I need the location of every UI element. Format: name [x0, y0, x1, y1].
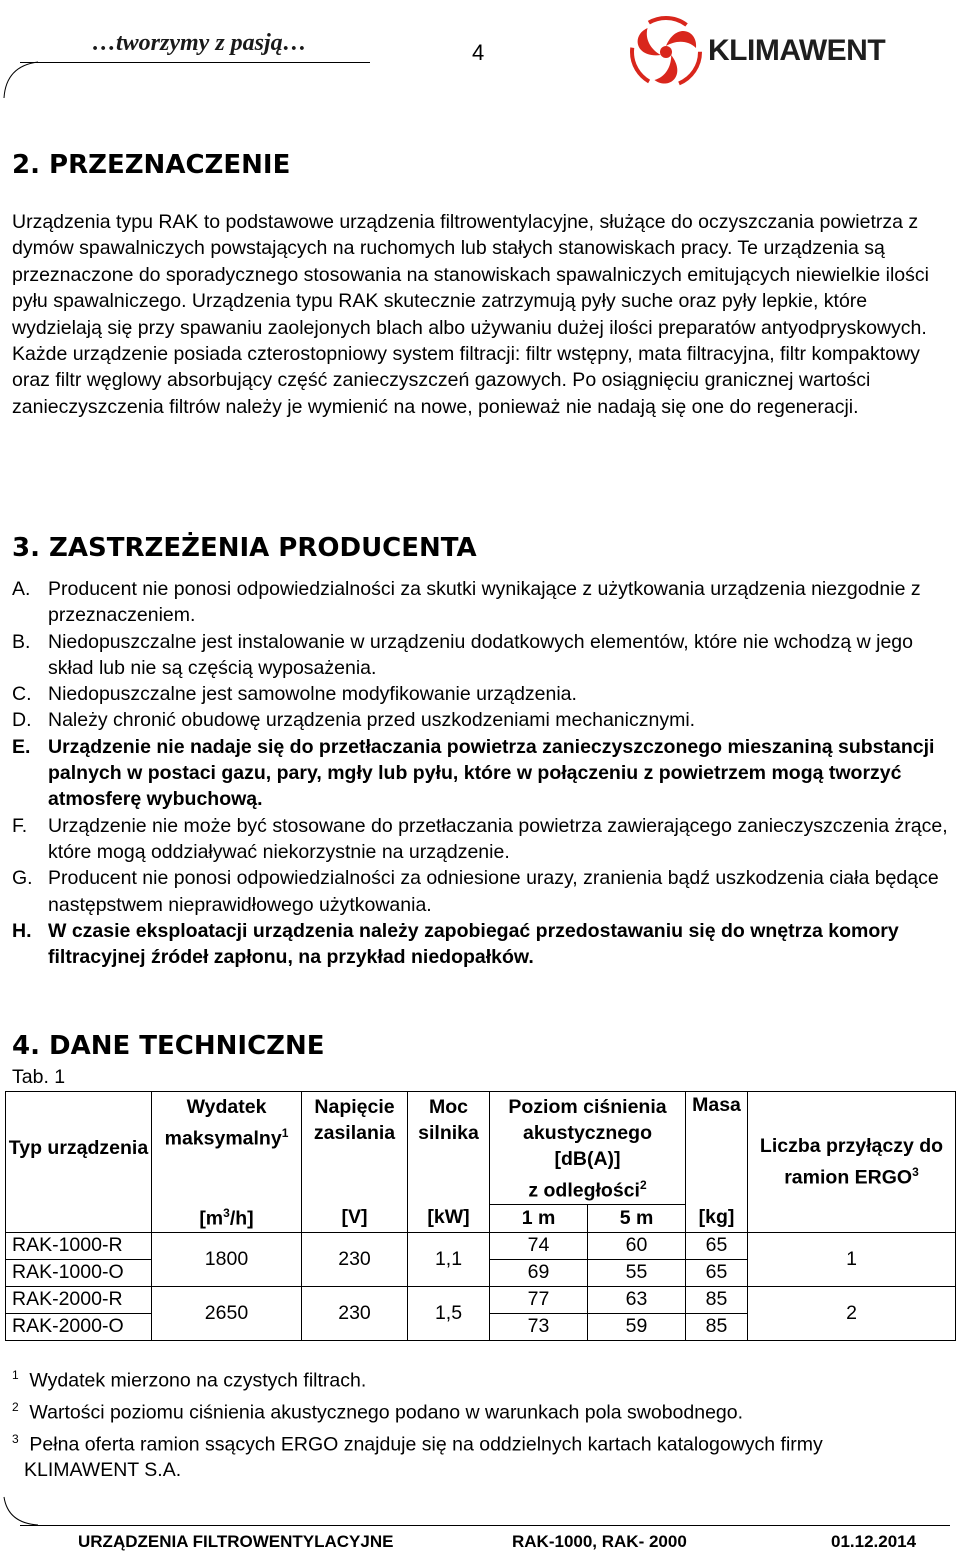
cell-power: 1,1 — [408, 1232, 490, 1286]
footer-date: 01.12.2014 — [831, 1532, 917, 1551]
header-mass: Masa — [686, 1092, 748, 1205]
list-item — [12, 576, 952, 629]
table-caption: Tab. 1 — [12, 1066, 66, 1088]
cell-arms: 2 — [748, 1286, 956, 1340]
list-item-label: G. — [12, 867, 33, 890]
footnote — [12, 1362, 924, 1394]
page-number: 4 — [472, 40, 485, 65]
list-item — [12, 865, 952, 918]
cell-mass: 65 — [686, 1232, 748, 1259]
list-item-label: H. — [12, 919, 32, 942]
list-item-text: Należy chronić obudowę urządzenia przed uszkodzeniami mechanicznymi. — [48, 709, 696, 732]
header-flow-unit: $[m^3/h]$ — [152, 1204, 302, 1232]
list-item-label: F. — [12, 814, 28, 837]
cell-mass: 65 — [686, 1259, 748, 1286]
header-flow: Wydatek maksymalny$^1$ — [152, 1092, 302, 1205]
cell-noise-5m: 59 — [588, 1313, 686, 1340]
cell-noise-1m: 77 — [490, 1286, 588, 1313]
header-type: Typ urządzenia — [6, 1092, 152, 1205]
header-noise: Poziom ciśnienia akustycznego [dB(A)] z odległości$^2$ — [490, 1092, 686, 1205]
cell-noise-5m: 63 — [588, 1286, 686, 1313]
header-slogan: …tworzymy z pasją… — [92, 30, 307, 56]
list-item — [12, 707, 952, 733]
cell-noise-5m: 55 — [588, 1259, 686, 1286]
section-title-purpose: 2. PRZEZNACZENIE — [12, 150, 291, 180]
header-distance-1m: 1 m — [490, 1204, 588, 1232]
list-item-label: D. — [12, 709, 32, 732]
cell-mass: 85 — [686, 1313, 748, 1340]
cell-flow: 1800 — [152, 1232, 302, 1286]
header-curve-decoration — [0, 50, 40, 100]
footnote-text: Pełna oferta ramion ssących ERGO znajduje się na oddzielnych kartach katalogowych firmy KLIMAWENT S.A. — [24, 1433, 823, 1482]
header-power-unit: [kW] — [408, 1204, 490, 1232]
section-title-disclaimers: 3. ZASTRZEŻENIA PRODUCENTA — [12, 533, 477, 563]
cell-flow: 2650 — [152, 1286, 302, 1340]
table-row — [6, 1286, 956, 1313]
list-item-label: A. — [12, 578, 31, 600]
header-mass-unit: [kg] — [686, 1204, 748, 1232]
header-type-unit — [6, 1204, 152, 1232]
cell-voltage: 230 — [302, 1232, 408, 1286]
cell-noise-1m: 73 — [490, 1313, 588, 1340]
cell-type: RAK-1000-R — [6, 1232, 152, 1259]
cell-noise-5m: 60 — [588, 1232, 686, 1259]
cell-arms: 1 — [748, 1232, 956, 1286]
footnote-mark: 1 — [12, 1368, 19, 1382]
technical-data-table — [5, 1091, 956, 1341]
list-item-text: Producent nie ponosi odpowiedzialności za skutki wynikające z użytkowania urządzenia niezgodnie z przeznaczeniem. — [48, 578, 921, 627]
footer-rule — [20, 1525, 950, 1526]
brand-name: KLIMAWENT — [708, 34, 886, 67]
cell-noise-1m: 69 — [490, 1259, 588, 1286]
header-power: Moc silnika — [408, 1092, 490, 1205]
footnote — [12, 1426, 924, 1484]
header-arms: Liczba przyłączy do ramion ERGO$^3$ — [748, 1092, 956, 1233]
cell-noise-1m: 74 — [490, 1232, 588, 1259]
footer-curve-decoration — [0, 1495, 40, 1535]
list-item-warning — [12, 734, 952, 813]
footnote-text: Wydatek mierzono na czystych filtrach. — [29, 1369, 367, 1392]
list-item-text: Niedopuszczalne jest samowolne modyfikowanie urządzenia. — [48, 683, 577, 706]
cell-type: RAK-2000-O — [6, 1313, 152, 1340]
table-row — [6, 1232, 956, 1259]
cell-mass: 85 — [686, 1286, 748, 1313]
list-item — [12, 681, 952, 707]
table-footnotes — [12, 1362, 924, 1484]
cell-type: RAK-2000-R — [6, 1286, 152, 1313]
disclaimer-list — [12, 576, 952, 970]
footer-models: RAK-1000, RAK- 2000 — [512, 1532, 687, 1551]
header-voltage-unit: [V] — [302, 1204, 408, 1232]
footer-product-family: URZĄDZENIA FILTROWENTYLACYJNE — [78, 1532, 394, 1551]
list-item-text: Producent nie ponosi odpowiedzialności za odniesione urazy, zranienia bądź uszkodzenia ciała będące następstwem nieprawidłowego użytkowania. — [48, 867, 939, 916]
list-item-text: Urządzenie nie może być stosowane do przetłaczania powietrza zawierającego zanieczyszczenia żrące, które mogą oddziaływać niekorzystnie na urządzenie. — [48, 814, 948, 863]
purpose-text: Urządzenia typu RAK to podstawowe urządzenia filtrowentylacyjne, służące do oczyszczania powietrza z dymów spawalniczych powstających na ruchomych lub stałych stanowiskach pracy. Te urządzenia są przeznaczone do sporadycznego stosowania na stanowiskach spawalniczych emitujących niewielkie ilości pyłu spawalniczego. Urządzenia typu RAK skutecznie zatrzymują pyły suche oraz pyły lepkie, które wydzielają się przy spawaniu zaolejonych blach albo używaniu dużej ilości preparatów antyodpryskowych. Każde urządzenie posiada czterostopniowy system filtracji: filtr wstępny, mata filtracyjna, filtr kompaktowy oraz filtr węglowy absorbujący część zanieczyszczeń gazowych. Po osiągnięciu granicznej wartości zanieczyszczenia filtrów należy je wymienić na nowe, ponieważ nie nadają się one do regeneracji. — [12, 211, 929, 418]
list-item-label: C. — [12, 683, 32, 706]
cell-voltage: 230 — [302, 1286, 408, 1340]
footnote — [12, 1394, 924, 1426]
header-distance-5m: 5 m — [588, 1204, 686, 1232]
cell-power: 1,5 — [408, 1286, 490, 1340]
list-item-warning — [12, 918, 952, 971]
list-item-text: Urządzenie nie nadaje się do przetłaczania powietrza zanieczyszczonego mieszaniną substancji palnych w postaci gazu, pary, mgły lub pyłu, które w połączeniu z powietrzem mogą tworzyć atmosferę wybuchową. — [48, 735, 935, 811]
list-item-text: W czasie eksploatacji urządzenia należy zapobiegać przedostawaniu się do wnętrza komory filtracyjnej źródeł zapłonu, na przykład niedopałków. — [48, 919, 899, 969]
list-item — [12, 629, 952, 682]
purpose-paragraph — [12, 209, 957, 420]
header-underline — [20, 62, 370, 63]
list-item-label: B. — [12, 630, 31, 653]
footnote-mark: 3 — [12, 1431, 19, 1446]
cell-type: RAK-1000-O — [6, 1259, 152, 1286]
footnote-text: Wartości poziomu ciśnienia akustycznego podano w warunkach pola swobodnego. — [29, 1401, 744, 1424]
footnote-mark: 2 — [12, 1399, 19, 1414]
logo-fan-icon — [632, 18, 700, 89]
list-item-label: E. — [12, 735, 31, 758]
section-title-technical-data: 4. DANE TECHNICZNE — [12, 1031, 325, 1061]
list-item-text: Niedopuszczalne jest instalowanie w urządzeniu dodatkowych elementów, które nie wchodzą w jego skład lub nie są częścią wyposażenia. — [48, 630, 913, 679]
header-voltage: Napięcie zasilania — [302, 1092, 408, 1205]
list-item — [12, 813, 952, 866]
